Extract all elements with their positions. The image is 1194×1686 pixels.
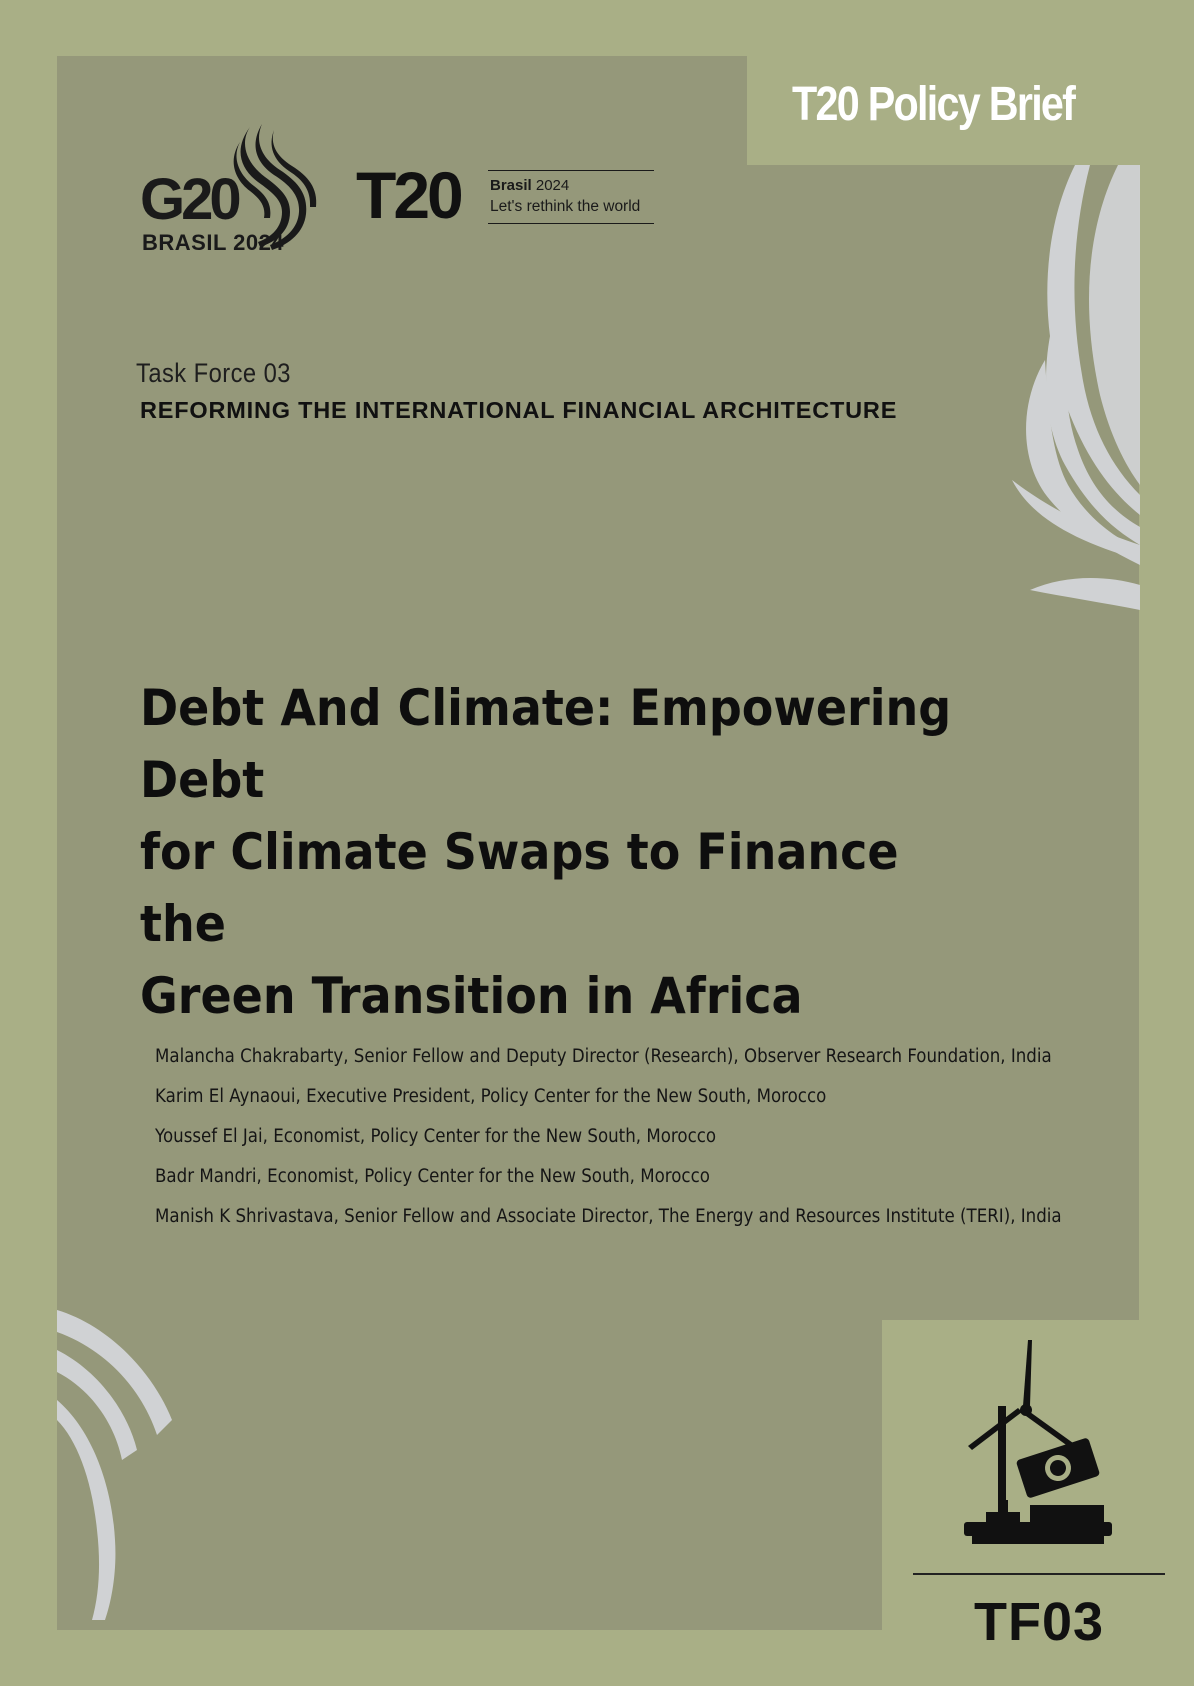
t20-tagline-box: [488, 170, 654, 224]
t20-tagline: Let's rethink the world: [490, 198, 641, 215]
task-force-label: Task Force 03: [136, 358, 291, 388]
title-line: Green Transition in Africa: [140, 967, 803, 1025]
author-entry: Badr Mandri, Economist, Policy Center for the New South, Morocco: [155, 1166, 710, 1187]
policy-brief-title: T20 Policy Brief: [792, 78, 1075, 131]
task-force-heading: REFORMING THE INTERNATIONAL FINANCIAL ARCHITECTURE: [140, 397, 898, 423]
wind-turbine-money-icon: [962, 1340, 1114, 1550]
task-force-code: TF03: [973, 1592, 1105, 1652]
author-entry: Karim El Aynaoui, Executive President, Policy Center for the New South, Morocco: [155, 1086, 827, 1107]
t20-logo-text: T20: [356, 158, 461, 232]
title-line: Debt And Climate: Empowering Debt: [140, 679, 952, 809]
document-title: [140, 672, 986, 1032]
decorative-stripes-right: [1010, 165, 1140, 615]
author-entry: Malancha Chakrabarty, Senior Fellow and Deputy Director (Research), Observer Research Foundation, India: [155, 1046, 1052, 1067]
decorative-stripes-left: [57, 1310, 177, 1620]
footer-divider: [913, 1573, 1165, 1575]
g20-logo-subtitle: BRASIL 2024: [142, 230, 285, 255]
author-entry: Youssef El Jai, Economist, Policy Center for the New South, Morocco: [155, 1126, 717, 1147]
author-list: [155, 1043, 1115, 1243]
author-entry: Manish K Shrivastava, Senior Fellow and Associate Director, The Energy and Resources Institute (TERI), India: [155, 1206, 1062, 1227]
t20-brasil-label: Brasil 2024: [490, 177, 570, 194]
g20-logo-text: G20: [140, 167, 238, 232]
title-line: for Climate Swaps to Finance the: [140, 823, 899, 953]
